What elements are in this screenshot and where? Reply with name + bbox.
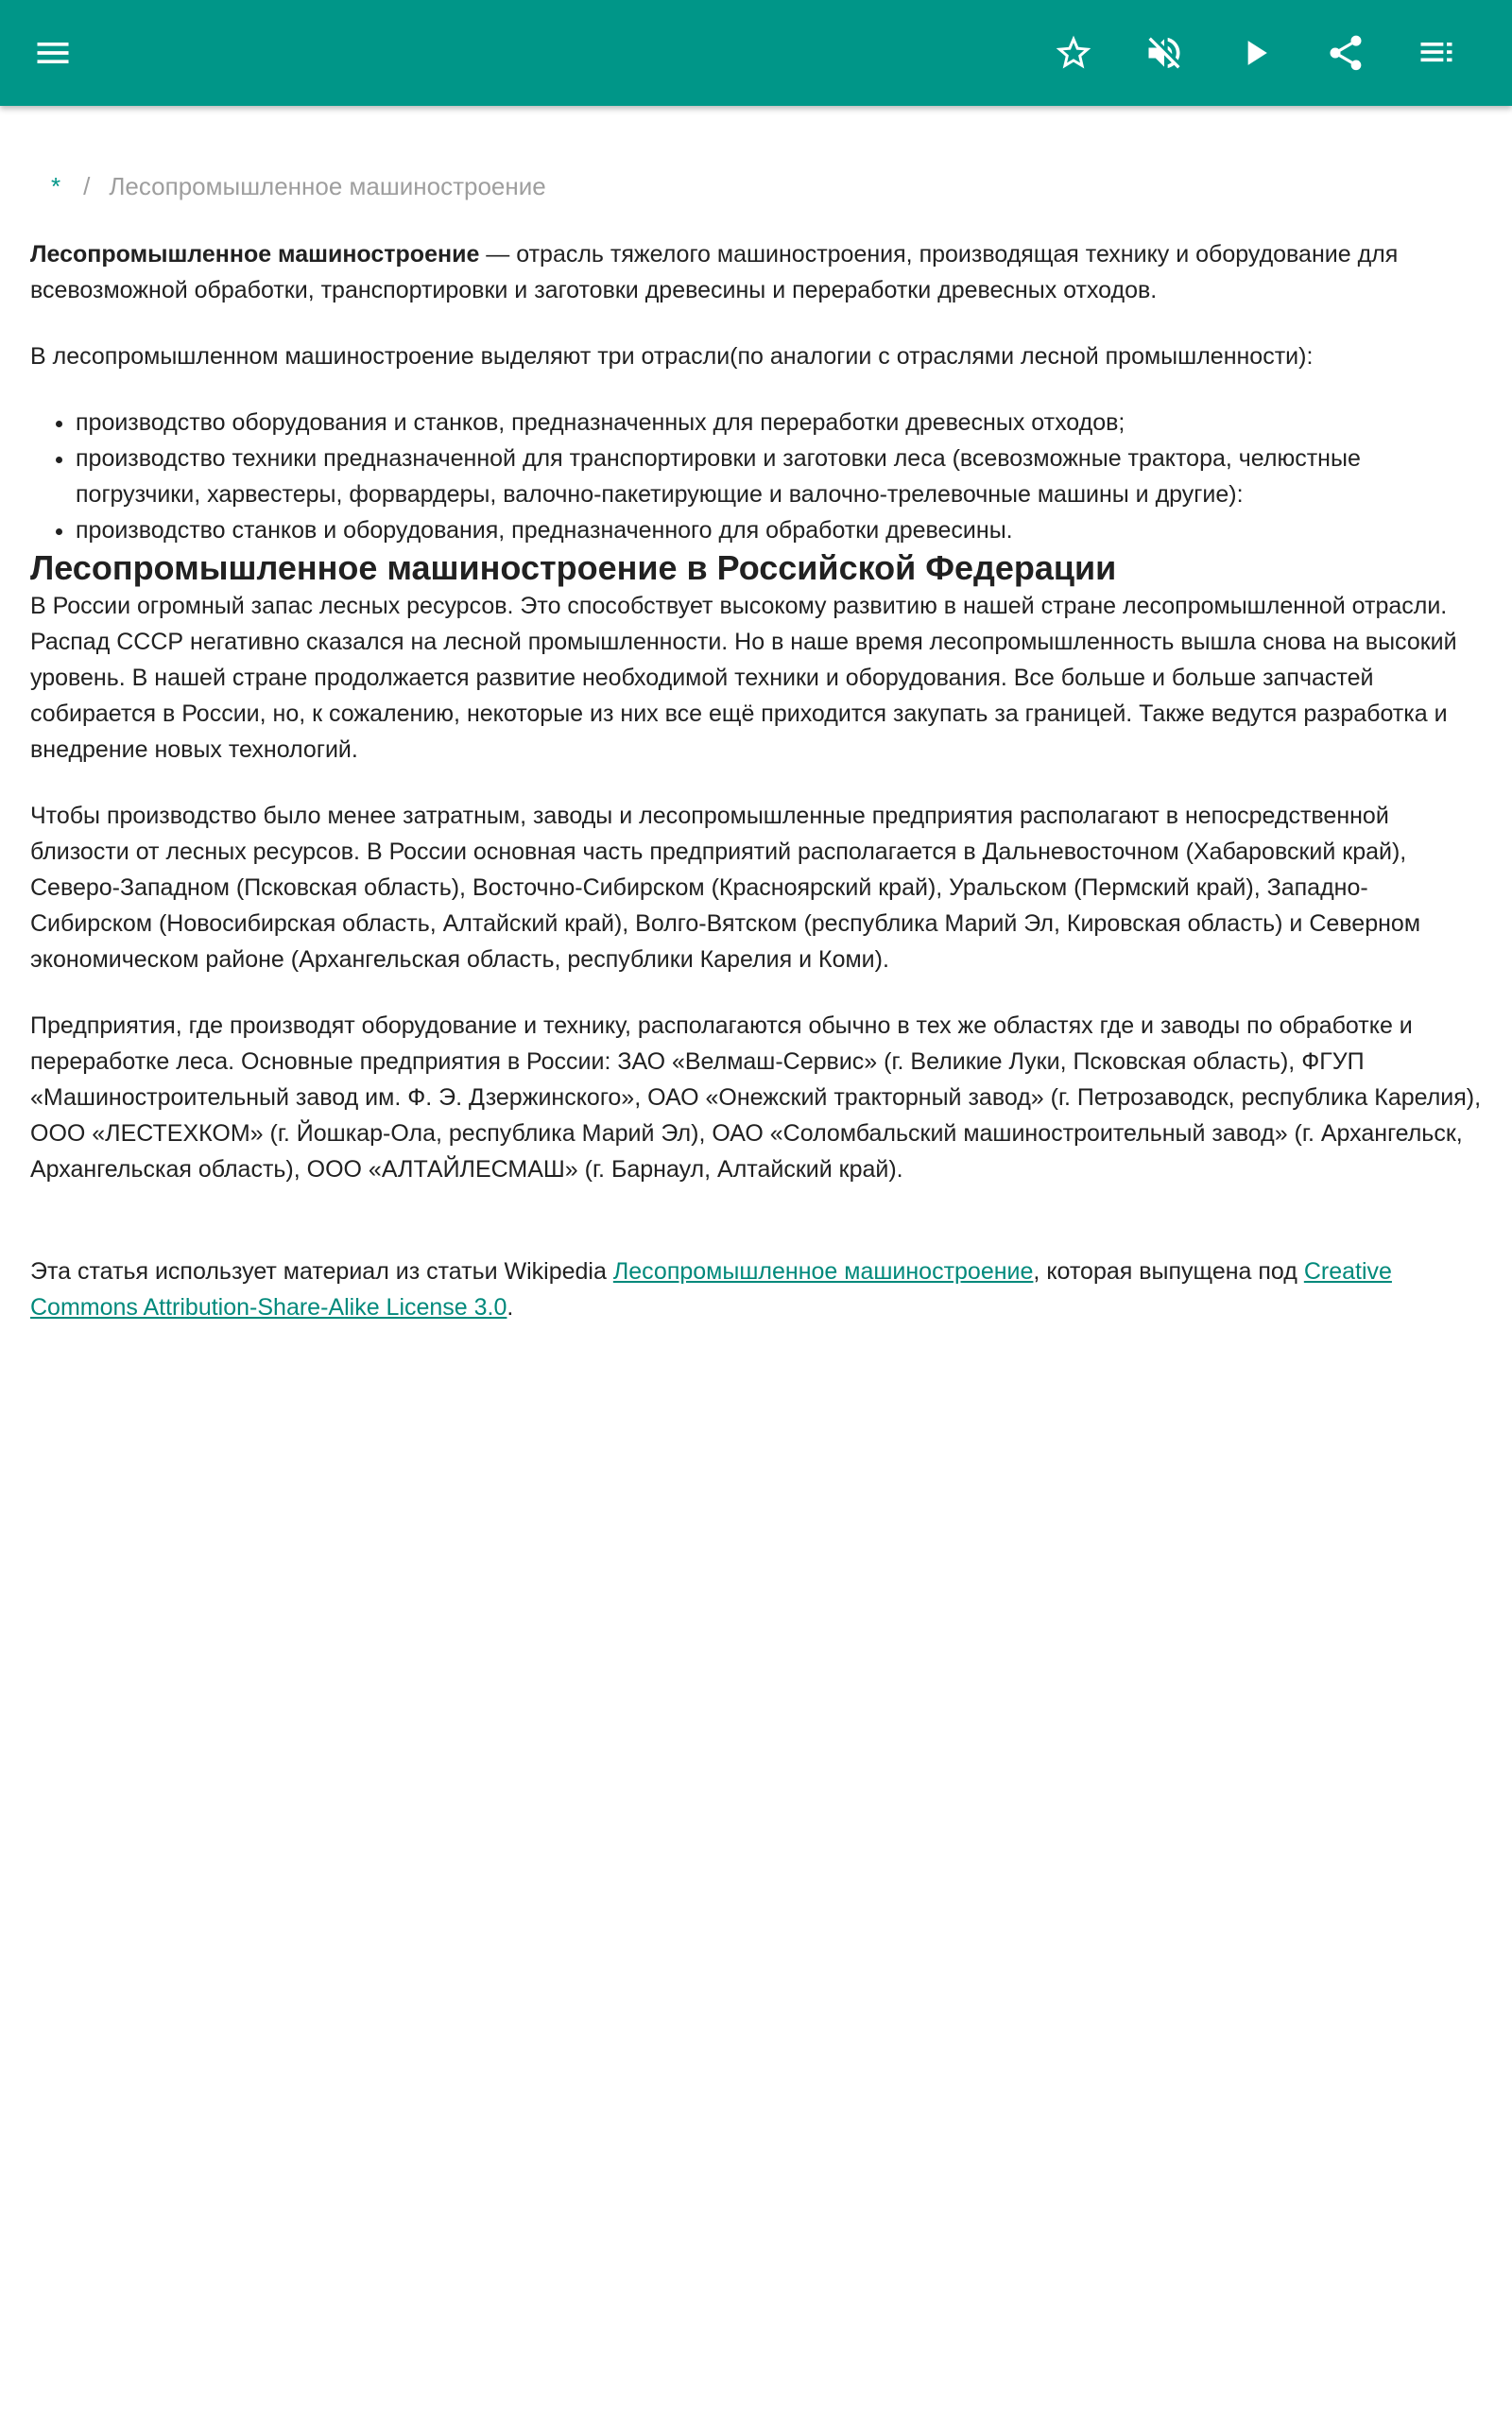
attribution-suffix: .	[507, 1294, 514, 1321]
list-item: • производство станков и оборудования, предназначенного для обработки древесины.	[76, 512, 1482, 548]
article-content	[30, 106, 1482, 1325]
play-button[interactable]	[1225, 23, 1285, 83]
breadcrumb	[30, 168, 1482, 204]
intro-term: Лесопромышленное машиностроение	[30, 241, 480, 268]
breadcrumb-separator: /	[83, 172, 91, 200]
paragraph-enterprises: Предприятия, где производят оборудование и технику, располагаются обычно в тех же областях где и заводы по обработке и переработке леса. Основные предприятия в России: ЗАО «Велмаш-Сервис» (г. Великие Луки, Псковская область), ФГУП «Машиностроительный завод им. Ф. Э. Дзержинского», ОАО «Онежский тракторный завод» (г. Петрозаводск, республика Карелия), ООО «ЛЕСТЕХКОМ» (г. Йошкар-Ола, республика Марий Эл), ОАО «Соломбальский машиностроительный завод» (г. Архангельск, Архангельская область), ООО «АЛТАЙЛЕСМАШ» (г. Барнаул, Алтайский край).	[30, 1012, 1482, 1183]
list-item: • производство оборудования и станков, предназначенных для переработки древесных отходов;	[76, 405, 1482, 441]
breadcrumb-current: Лесопромышленное машиностроение	[109, 172, 546, 200]
breadcrumb-root-link[interactable]: *	[51, 172, 61, 200]
wikipedia-article-link[interactable]: Лесопромышленное машиностроение	[612, 1258, 1034, 1285]
paragraph-regions: Чтобы производство было менее затратным, заводы и лесопромышленные предприятия располагают в непосредственной близости от лесных ресурсов. В России основная часть предприятий располагается в Дальневосточном (Хабаровский край), Северо-Западном (Псковская область), Восточно-Сибирском (Красноярский край), Уральском (Пермский край), Западно-Сибирском (Новосибирская область, Алтайский край), Волго-Вятском (республика Марий Эл, Кировская область) и Северном экономическом районе (Архангельская область, республики Карелия и Коми).	[30, 803, 1421, 973]
menu-icon	[32, 32, 74, 74]
paragraph-branches: В лесопромышленном машиностроение выделяют три отрасли(по аналогии с отраслями лесной промышленности):	[30, 343, 1314, 370]
share-button[interactable]	[1315, 23, 1376, 83]
attribution-middle: , которая выпущена под	[1033, 1258, 1304, 1285]
share-icon	[1325, 32, 1366, 74]
section-heading: Лесопромышленное машиностроение в Российской Федерации	[30, 548, 1117, 587]
menu-button[interactable]	[23, 23, 83, 83]
branches-list	[30, 405, 1482, 548]
mute-button[interactable]	[1134, 23, 1194, 83]
contents-button[interactable]	[1406, 23, 1467, 83]
app-bar	[0, 0, 1512, 106]
paragraph-russia: В России огромный запас лесных ресурсов. Это способствует высокому развитию в нашей стране лесопромышленной отрасли. Распад СССР негативно сказался на лесной промышленности. Но в наше время лесопромышленность вышла снова на высокий уровень. В нашей стране продолжается развитие необходимой техники и оборудования. Все больше и больше запчастей собирается в России, но, к сожалению, некоторые из них все ещё приходится закупать за границей. Также ведутся разработка и внедрение новых технологий.	[30, 593, 1457, 763]
attribution-prefix: Эта статья использует материал из статьи Wikipedia	[30, 1258, 613, 1285]
attribution	[30, 1253, 1482, 1325]
volume-off-icon	[1143, 32, 1185, 74]
license-link[interactable]: Creative Commons Attribution-Share-Alike License 3.0	[30, 1258, 1392, 1321]
favorite-button[interactable]	[1043, 23, 1104, 83]
intro-paragraph	[30, 236, 1482, 308]
intro-definition: — отрасль тяжелого машиностроения, производящая технику и оборудование для всевозможной обработки, транспортировки и заготовки древесины и переработки древесных отходов.	[30, 241, 1399, 303]
star-outline-icon	[1053, 32, 1094, 74]
play-icon	[1234, 32, 1276, 74]
list-item: • производство техники предназначенной для транспортировки и заготовки леса (всевозможные трактора, челюстные погрузчики, харвестеры, форвардеры, валочно-пакетирующие и валочно-трелевочные машины и другие):	[76, 441, 1482, 512]
playlist-icon	[1416, 32, 1457, 74]
